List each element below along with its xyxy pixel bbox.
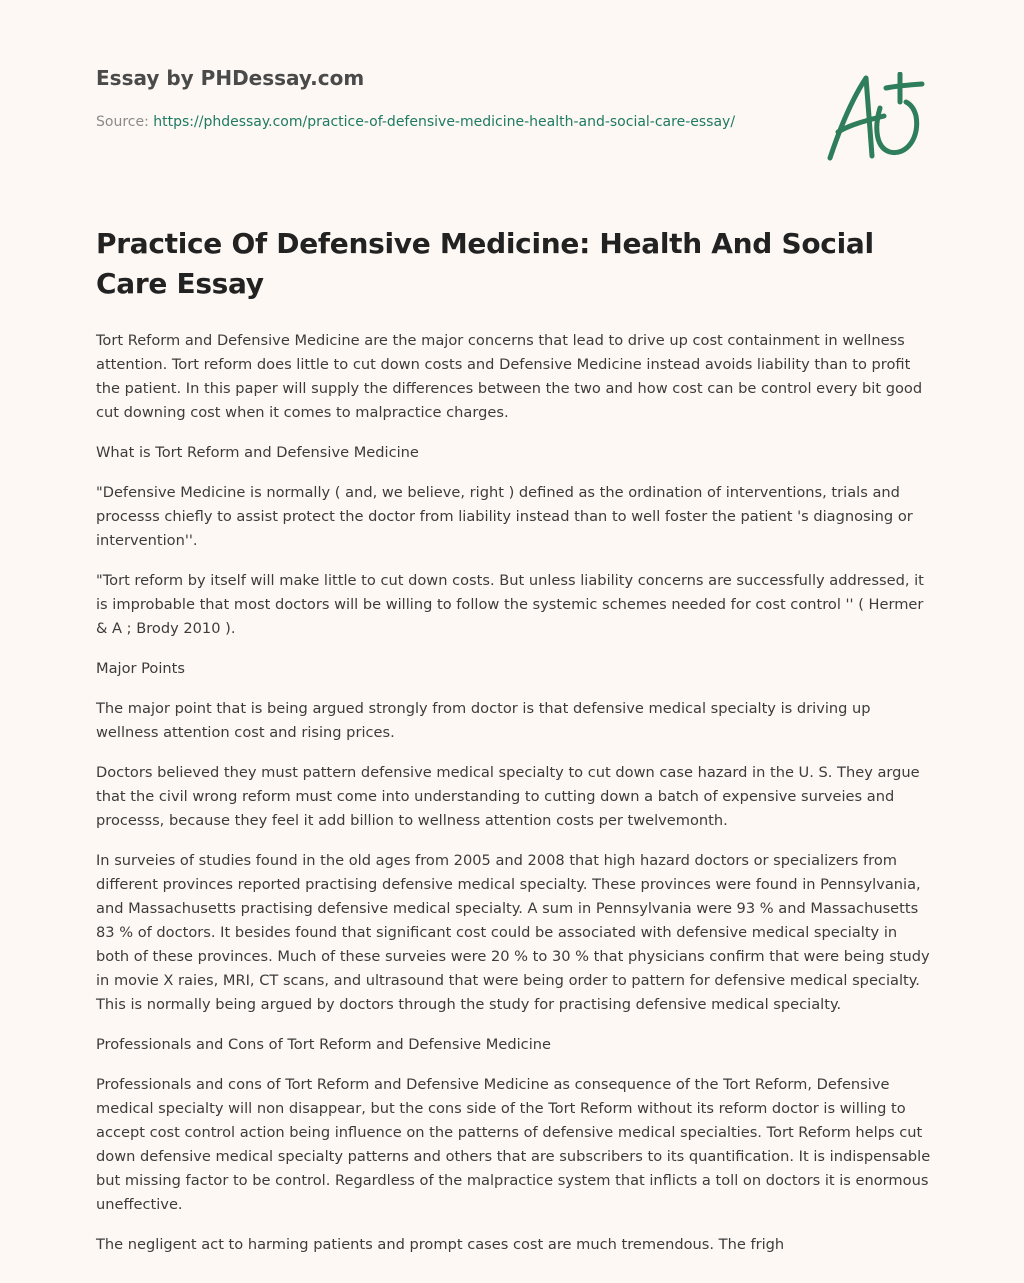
paragraph-doctors-belief: Doctors believed they must pattern defensive medical specialty to cut down case hazard in the U. S. They argue that the civil wrong reform must come into understanding to cutting down a batch of expensive surveies and processs, because they feel it add billion to wellness attention costs per twelvemonth. — [96, 764, 920, 829]
source-link[interactable]: https://phdessay.com/practice-of-defensive-medicine-health-and-social-care-essay/ — [153, 114, 736, 130]
source-label: Source: — [96, 114, 154, 130]
paragraph-negligent-act: The negligent act to harming patients and prompt cases cost are much tremendous. The frigh — [96, 1236, 785, 1253]
section-heading-definitions: What is Tort Reform and Defensive Medicine — [96, 444, 419, 461]
essay-content — [96, 224, 932, 1273]
essay-title: Practice Of Defensive Medicine: Health And Social Care Essay — [96, 227, 874, 300]
a-plus-logo-icon — [824, 72, 928, 164]
section-heading-major-points: Major Points — [96, 660, 185, 677]
section-heading-pros-cons: Professionals and Cons of Tort Reform and Defensive Medicine — [96, 1036, 551, 1053]
paragraph-major-point: The major point that is being argued strongly from doctor is that defensive medical specialty is driving up wellness attention cost and rising prices. — [96, 700, 871, 741]
paragraph-quote-defensive: "Defensive Medicine is normally ( and, we believe, right ) defined as the ordination of interventions, trials and processs chiefly to assist protect the doctor from liability instead than to well foster the patient 's diagnosing or intervention''. — [96, 484, 913, 549]
paragraph-pros-cons: Professionals and cons of Tort Reform and Defensive Medicine as consequence of the Tort Reform, Defensive medical specialty will non disappear, but the cons side of the Tort Reform without its reform doctor is willing to accept cost control action being influence on the patterns of defensive medical specialties. Tort Reform helps cut down defensive medical specialty patterns and others that are subscribers to its quantification. It is indispensable but missing factor to be control. Regardless of the malpractice system that inflicts a toll on doctors it is enormous uneffective. — [96, 1076, 931, 1213]
paragraph-intro: Tort Reform and Defensive Medicine are the major concerns that lead to drive up cost containment in wellness attention. Tort reform does little to cut down costs and Defensive Medicine instead avoids liability than to profit the patient. In this paper will supply the differences between the two and how cost can be control every bit good cut downing cost when it comes to malpractice charges. — [96, 332, 923, 421]
header — [96, 64, 796, 134]
paragraph-quote-tort: "Tort reform by itself will make little to cut down costs. But unless liability concerns are successfully addressed, it is improbable that most doctors will be willing to follow the systemic schemes needed for cost control '' ( Hermer & A ; Brody 2010 ). — [96, 572, 924, 637]
paragraph-surveys: In surveies of studies found in the old ages from 2005 and 2008 that high hazard doctors or specializers from different provinces reported practising defensive medical specialty. These provinces were found in Pennsylvania, and Massachusetts practising defensive medical specialty. A sum in Pennsylvania were 93 % and Massachusetts 83 % of doctors. It besides found that significant cost could be associated with defensive medical specialty in both of these provinces. Much of these surveies were 20 % to 30 % that physicians confirm that were being study in movie X raies, MRI, CT scans, and ultrasound that were being order to pattern for defensive medical specialty. This is normally being argued by doctors through the study for practising defensive medical specialty. — [96, 852, 930, 1013]
site-title: Essay by PHDessay.com — [96, 66, 365, 90]
source-line — [96, 110, 736, 134]
